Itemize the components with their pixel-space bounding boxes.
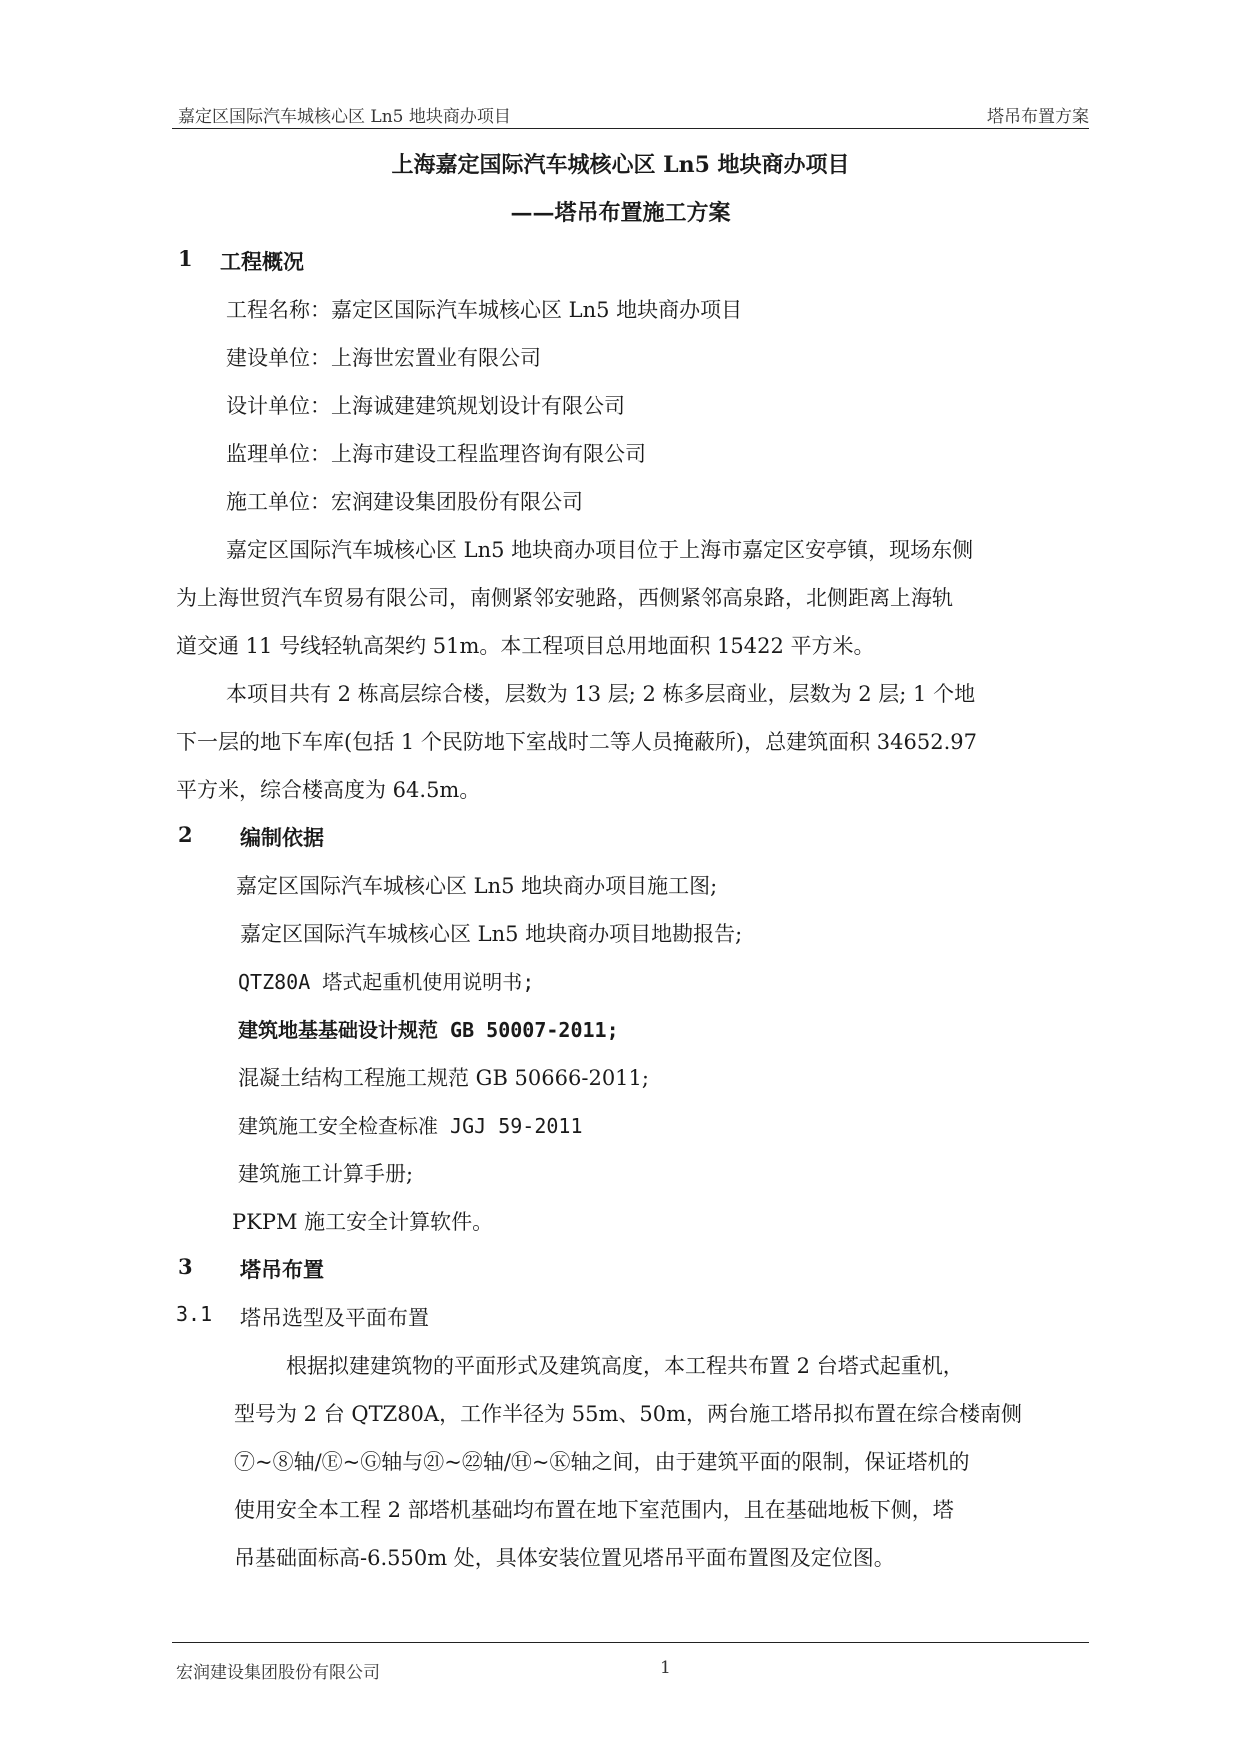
overview-para2-line1: 本项目共有 2 栋高层综合楼，层数为 13 层; 2 栋多层商业，层数为 2 层; 1 个地	[226, 682, 976, 706]
doc-title-line2: ——塔吊布置施工方案	[510, 200, 731, 226]
layout-para-line1: 根据拟建建筑物的平面形式及建筑高度，本工程共布置 2 台塔式起重机，	[286, 1354, 964, 1378]
subsection-3-1-number: 3.1	[176, 1302, 213, 1326]
ref-item: 嘉定区国际汽车城核心区 Ln5 地块商办项目地勘报告;	[240, 922, 743, 946]
overview-para1-line2: 为上海世贸汽车贸易有限公司，南侧紧邻安驰路，西侧紧邻高泉路，北侧距离上海轨	[176, 586, 953, 610]
section-1-number: 1	[178, 246, 193, 271]
info-contractor: 施工单位：宏润建设集团股份有限公司	[226, 490, 583, 514]
ref-item: 嘉定区国际汽车城核心区 Ln5 地块商办项目施工图;	[236, 874, 718, 898]
overview-para1-line3: 道交通 11 号线轻轨高架约 51m。本工程项目总用地面积 15422 平方米。	[176, 634, 875, 658]
page-header	[172, 102, 1089, 128]
layout-para-line2: 型号为 2 台 QTZ80A，工作半径为 55m、50m，两台施工塔吊拟布置在综合楼南侧	[234, 1402, 1023, 1426]
layout-para-line4: 使用安全本工程 2 部塔机基础均布置在地下室范围内，且在基础地板下侧，塔	[234, 1498, 954, 1522]
footer-company: 宏润建设集团股份有限公司	[176, 1663, 380, 1683]
page-number: 1	[660, 1658, 671, 1678]
layout-para-line5: 吊基础面标高-6.550m 处，具体安装位置见塔吊平面布置图及定位图。	[234, 1546, 895, 1570]
info-owner: 建设单位：上海世宏置业有限公司	[226, 346, 541, 370]
overview-para2-line2: 下一层的地下车库(包括 1 个民防地下室战时二等人员掩蔽所)，总建筑面积 34652.97	[176, 730, 977, 754]
header-project: 嘉定区国际汽车城核心区 Ln5 地块商办项目	[178, 107, 511, 127]
overview-para2-line3: 平方米，综合楼高度为 64.5m。	[176, 778, 481, 802]
ref-item: 混凝土结构工程施工规范 GB 50666-2011;	[238, 1066, 649, 1090]
section-3-number: 3	[178, 1254, 193, 1279]
section-3-heading: 塔吊布置	[240, 1257, 324, 1282]
section-2-heading: 编制依据	[240, 825, 324, 850]
footer-rule	[172, 1642, 1089, 1643]
ref-item: 建筑地基基础设计规范 GB 50007-2011;	[238, 1018, 619, 1042]
info-designer: 设计单位：上海诚建建筑规划设计有限公司	[226, 394, 625, 418]
section-2-number: 2	[178, 822, 193, 847]
ref-item: QTZ80A 塔式起重机使用说明书;	[238, 970, 535, 994]
header-doc-type: 塔吊布置方案	[987, 107, 1089, 127]
section-1-heading: 工程概况	[220, 249, 304, 274]
info-supervisor: 监理单位：上海市建设工程监理咨询有限公司	[226, 442, 646, 466]
ref-item: 建筑施工计算手册;	[238, 1162, 414, 1186]
ref-item: 建筑施工安全检查标准 JGJ 59-2011	[238, 1114, 583, 1138]
info-project-name: 工程名称：嘉定区国际汽车城核心区 Ln5 地块商办项目	[226, 298, 743, 322]
subsection-3-1-heading: 塔吊选型及平面布置	[240, 1306, 429, 1330]
doc-title-line1: 上海嘉定国际汽车城核心区 Ln5 地块商办项目	[391, 152, 850, 178]
ref-item: PKPM 施工安全计算软件。	[232, 1210, 494, 1234]
header-rule	[172, 128, 1089, 129]
layout-para-line3: ⑦~⑧轴/Ⓔ~Ⓖ轴与㉑~㉒轴/Ⓗ~Ⓚ轴之间，由于建筑平面的限制，保证塔机的	[234, 1450, 970, 1474]
overview-para1-line1: 嘉定区国际汽车城核心区 Ln5 地块商办项目位于上海市嘉定区安亭镇，现场东侧	[226, 538, 974, 562]
